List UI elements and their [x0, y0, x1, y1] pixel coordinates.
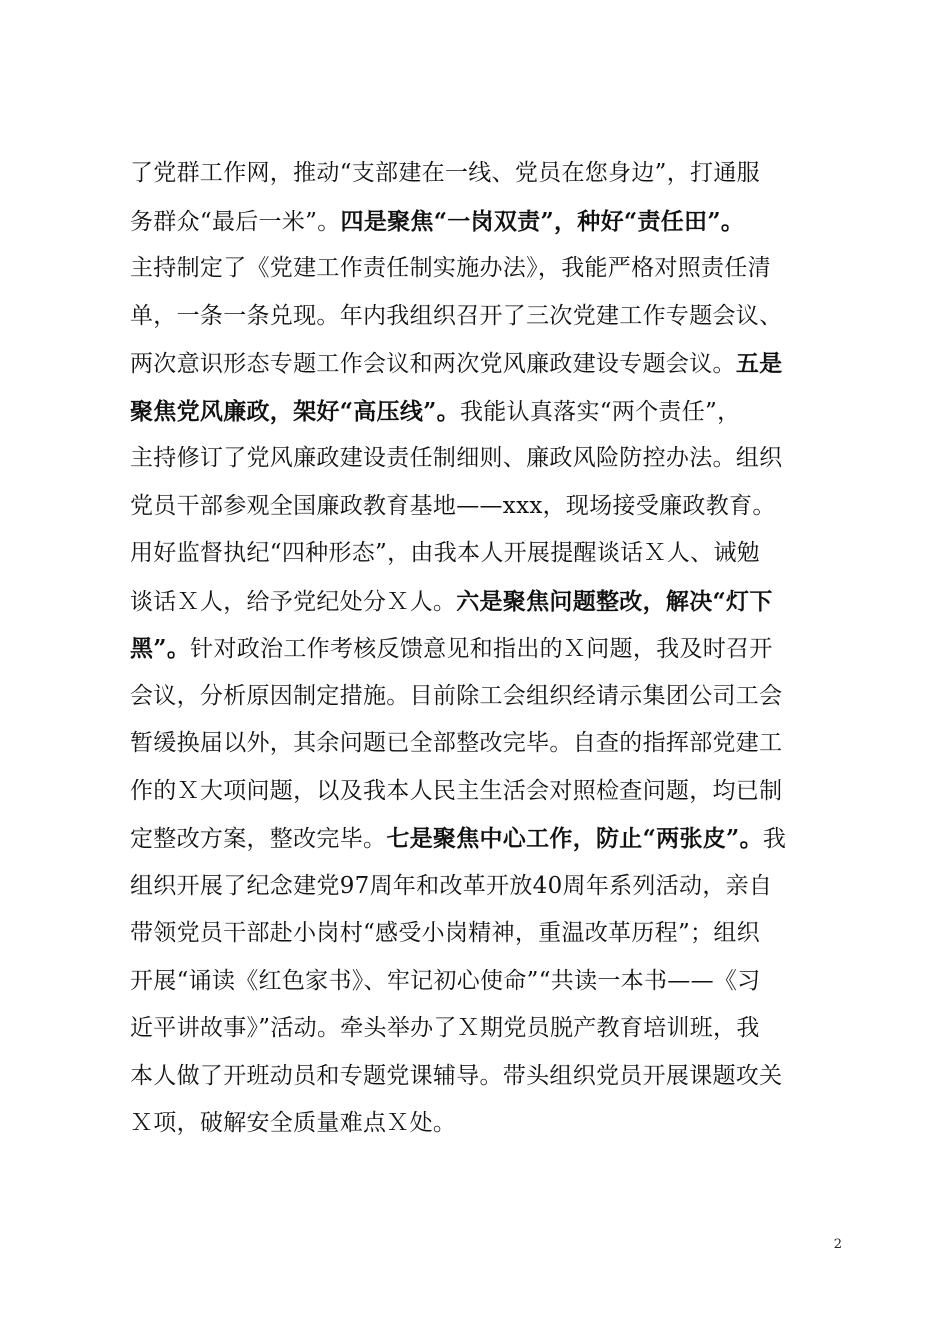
- text-line: [130, 150, 835, 198]
- text-segment: 用好监督执纪“四种形态”，由我本人开展提醒谈话Ｘ人、诫勉: [130, 540, 760, 566]
- bold-heading-text: 五是: [735, 350, 783, 377]
- text-segment: 主持修订了党风廉政建设责任制细则、廉政风险防控办法。组织: [130, 445, 783, 471]
- text-line: [130, 815, 835, 863]
- text-segment: 作的Ｘ大项问题，以及我本人民主生活会对照检查问题，均已制: [130, 777, 783, 804]
- text-segment: 组织开展了纪念建党97周年和改革开放40周年系列活动，亲自: [130, 872, 773, 899]
- body-paragraph: [130, 150, 835, 1148]
- text-segment: 了党群工作网，推动“支部建在一线、党员在您身边”，打通服: [130, 160, 760, 186]
- text-segment: 单，一条一条兑现。年内我组织召开了三次党建工作专题会议、: [130, 302, 783, 329]
- text-line: [130, 768, 835, 816]
- text-segment: 谈话Ｘ人，给予党纪处分Ｘ人。: [130, 588, 457, 615]
- bold-heading-text: 七是聚焦中心工作，防止“两张皮”。: [386, 825, 763, 852]
- text-line: [130, 435, 835, 483]
- bold-heading-text: 六是聚焦问题整改，解决“灯下: [456, 587, 773, 615]
- text-line: [130, 483, 835, 531]
- bold-heading-text: 黑”。: [130, 635, 191, 662]
- text-line: [130, 1053, 835, 1101]
- text-line: [130, 720, 835, 768]
- text-segment: 务群众“最后一米”。: [130, 208, 341, 235]
- text-segment: 党员干部参观全国廉政教育基地——xxx，现场接受廉政教育。: [130, 492, 776, 519]
- text-segment: 两次意识形态专题工作会议和两次党风廉政建设专题会议。: [130, 351, 736, 377]
- text-segment: 暂缓换届以外，其余问题已全部整改完毕。自查的指挥部党建工: [130, 730, 783, 756]
- text-segment: 主持制定了《党建工作责任制实施办法》，我能严格对照责任清: [130, 255, 771, 281]
- text-segment: 本人做了开班动员和专题党课辅导。带头组织党员开展课题攻关: [130, 1062, 783, 1089]
- text-line: [130, 578, 835, 626]
- text-line: [130, 673, 835, 721]
- text-line: [130, 245, 835, 293]
- bold-heading-text: 聚焦党风廉政，架好“高压线”。: [130, 397, 460, 425]
- text-segment: 我: [762, 826, 787, 852]
- text-segment: 会议，分析原因制定措施。目前除工会组织经请示集团公司工会: [130, 682, 783, 709]
- text-line: [130, 958, 835, 1006]
- text-line: [130, 388, 835, 436]
- text-segment: 我能认真落实“两个责任”，: [459, 398, 741, 425]
- text-line: [130, 863, 835, 911]
- bold-heading-text: 四是聚焦“一岗双责”，种好“责任田”。: [340, 207, 745, 235]
- text-line: [130, 340, 835, 388]
- text-segment: 开展“诵读《红色家书》、牢记初心使命”“共读一本书——《习: [130, 967, 761, 994]
- text-line: [130, 293, 835, 341]
- text-segment: Ｘ项，破解安全质量难点Ｘ处。: [130, 1110, 457, 1136]
- text-line: [130, 1005, 835, 1053]
- text-line: [130, 910, 835, 958]
- text-segment: 定整改方案，整改完毕。: [130, 826, 387, 852]
- text-line: [130, 198, 835, 246]
- text-line: [130, 530, 835, 578]
- text-segment: 近平讲故事》”活动。牵头举办了Ｘ期党员脱产教育培训班，我: [130, 1015, 760, 1041]
- text-segment: 带领党员干部赴小岗村“感受小岗精神，重温改革历程”；组织: [130, 920, 760, 946]
- text-line: [130, 625, 835, 673]
- page-number: 2: [833, 1237, 842, 1252]
- text-line: [130, 1100, 835, 1148]
- text-segment: 针对政治工作考核反馈意见和指出的Ｘ问题，我及时召开: [190, 636, 773, 662]
